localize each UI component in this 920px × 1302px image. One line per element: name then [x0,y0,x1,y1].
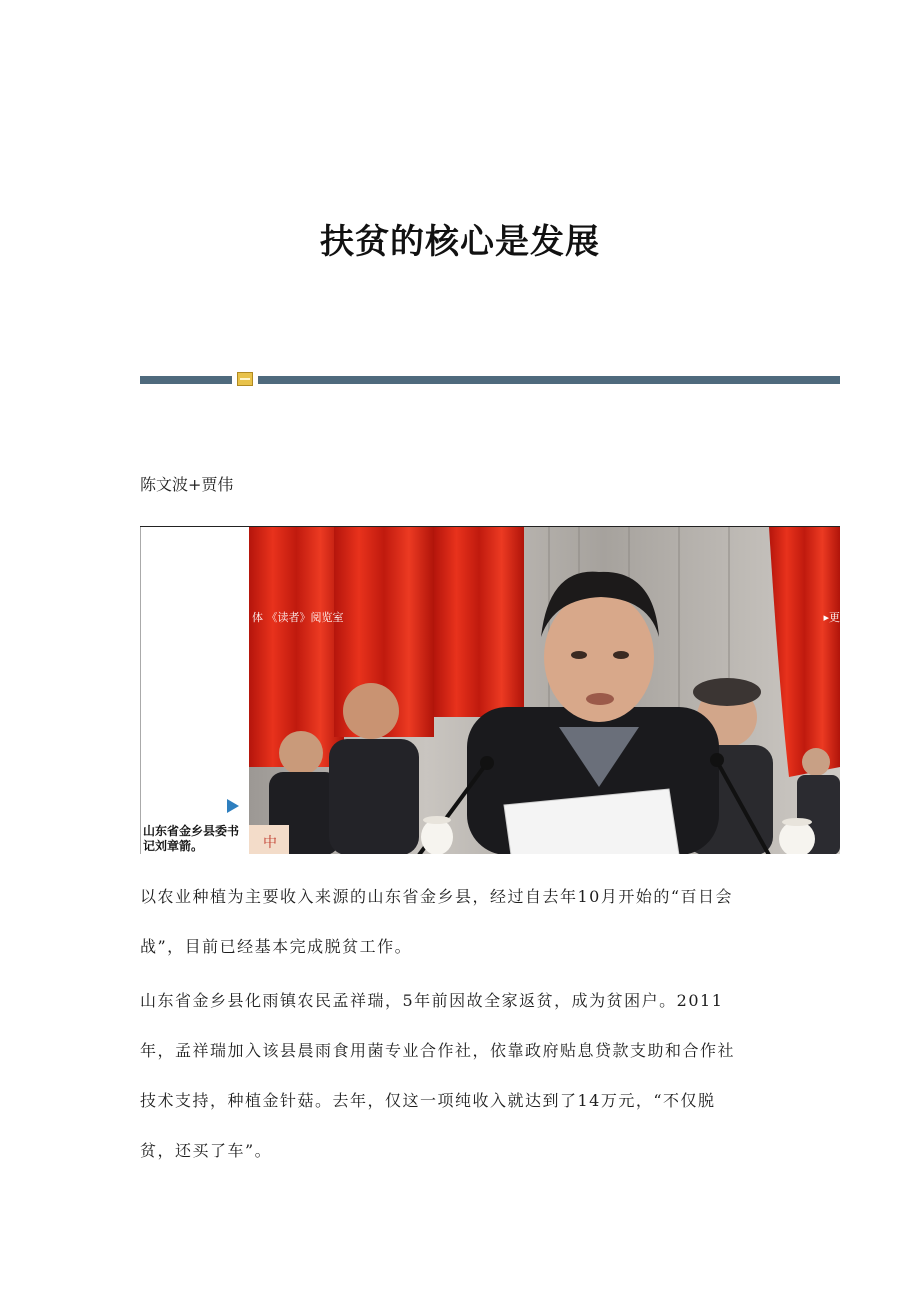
photo-caption: 山东省金乡县委书记刘章箭。 [143,824,240,853]
photo-overlay-text: 体 《读者》阅览室 [252,611,344,624]
paragraph-line: 山东省金乡县化雨镇农民孟祥瑞，5年前因故全家返贫，成为贫困户。2011 [140,991,724,1010]
paragraph-1 [140,872,785,972]
title-divider [140,372,840,384]
photo-overlay-more-link[interactable]: ▸更 [823,611,840,624]
paragraph-line: 贫，还买了车”。 [140,1141,273,1160]
article-photo [140,526,840,854]
divider-bar-right [258,376,840,384]
paragraph-line: 以农业种植为主要收入来源的山东省金乡县，经过自去年10月开始的“百日会 [140,887,734,906]
divider-badge-icon [237,372,253,386]
divider-bar-left [140,376,232,384]
paragraph-2 [140,976,785,1176]
paragraph-line: 年，孟祥瑞加入该县晨雨食用菌专业合作社，依靠政府贴息贷款支助和合作社 [140,1041,736,1060]
photo-side-panel [140,527,249,854]
paragraph-line: 战”，目前已经基本完成脱贫工作。 [140,937,413,956]
document-title: 扶贫的核心是发展 [320,222,600,262]
banner-fragment: 中 [263,835,277,851]
paragraph-line: 技术支持，种植金针菇。去年，仅这一项纯收入就达到了14万元，“不仅脱 [140,1091,716,1110]
play-icon[interactable] [227,799,239,813]
photo-scene [249,527,840,854]
author-byline: 陈文波+贾伟 [140,475,234,494]
